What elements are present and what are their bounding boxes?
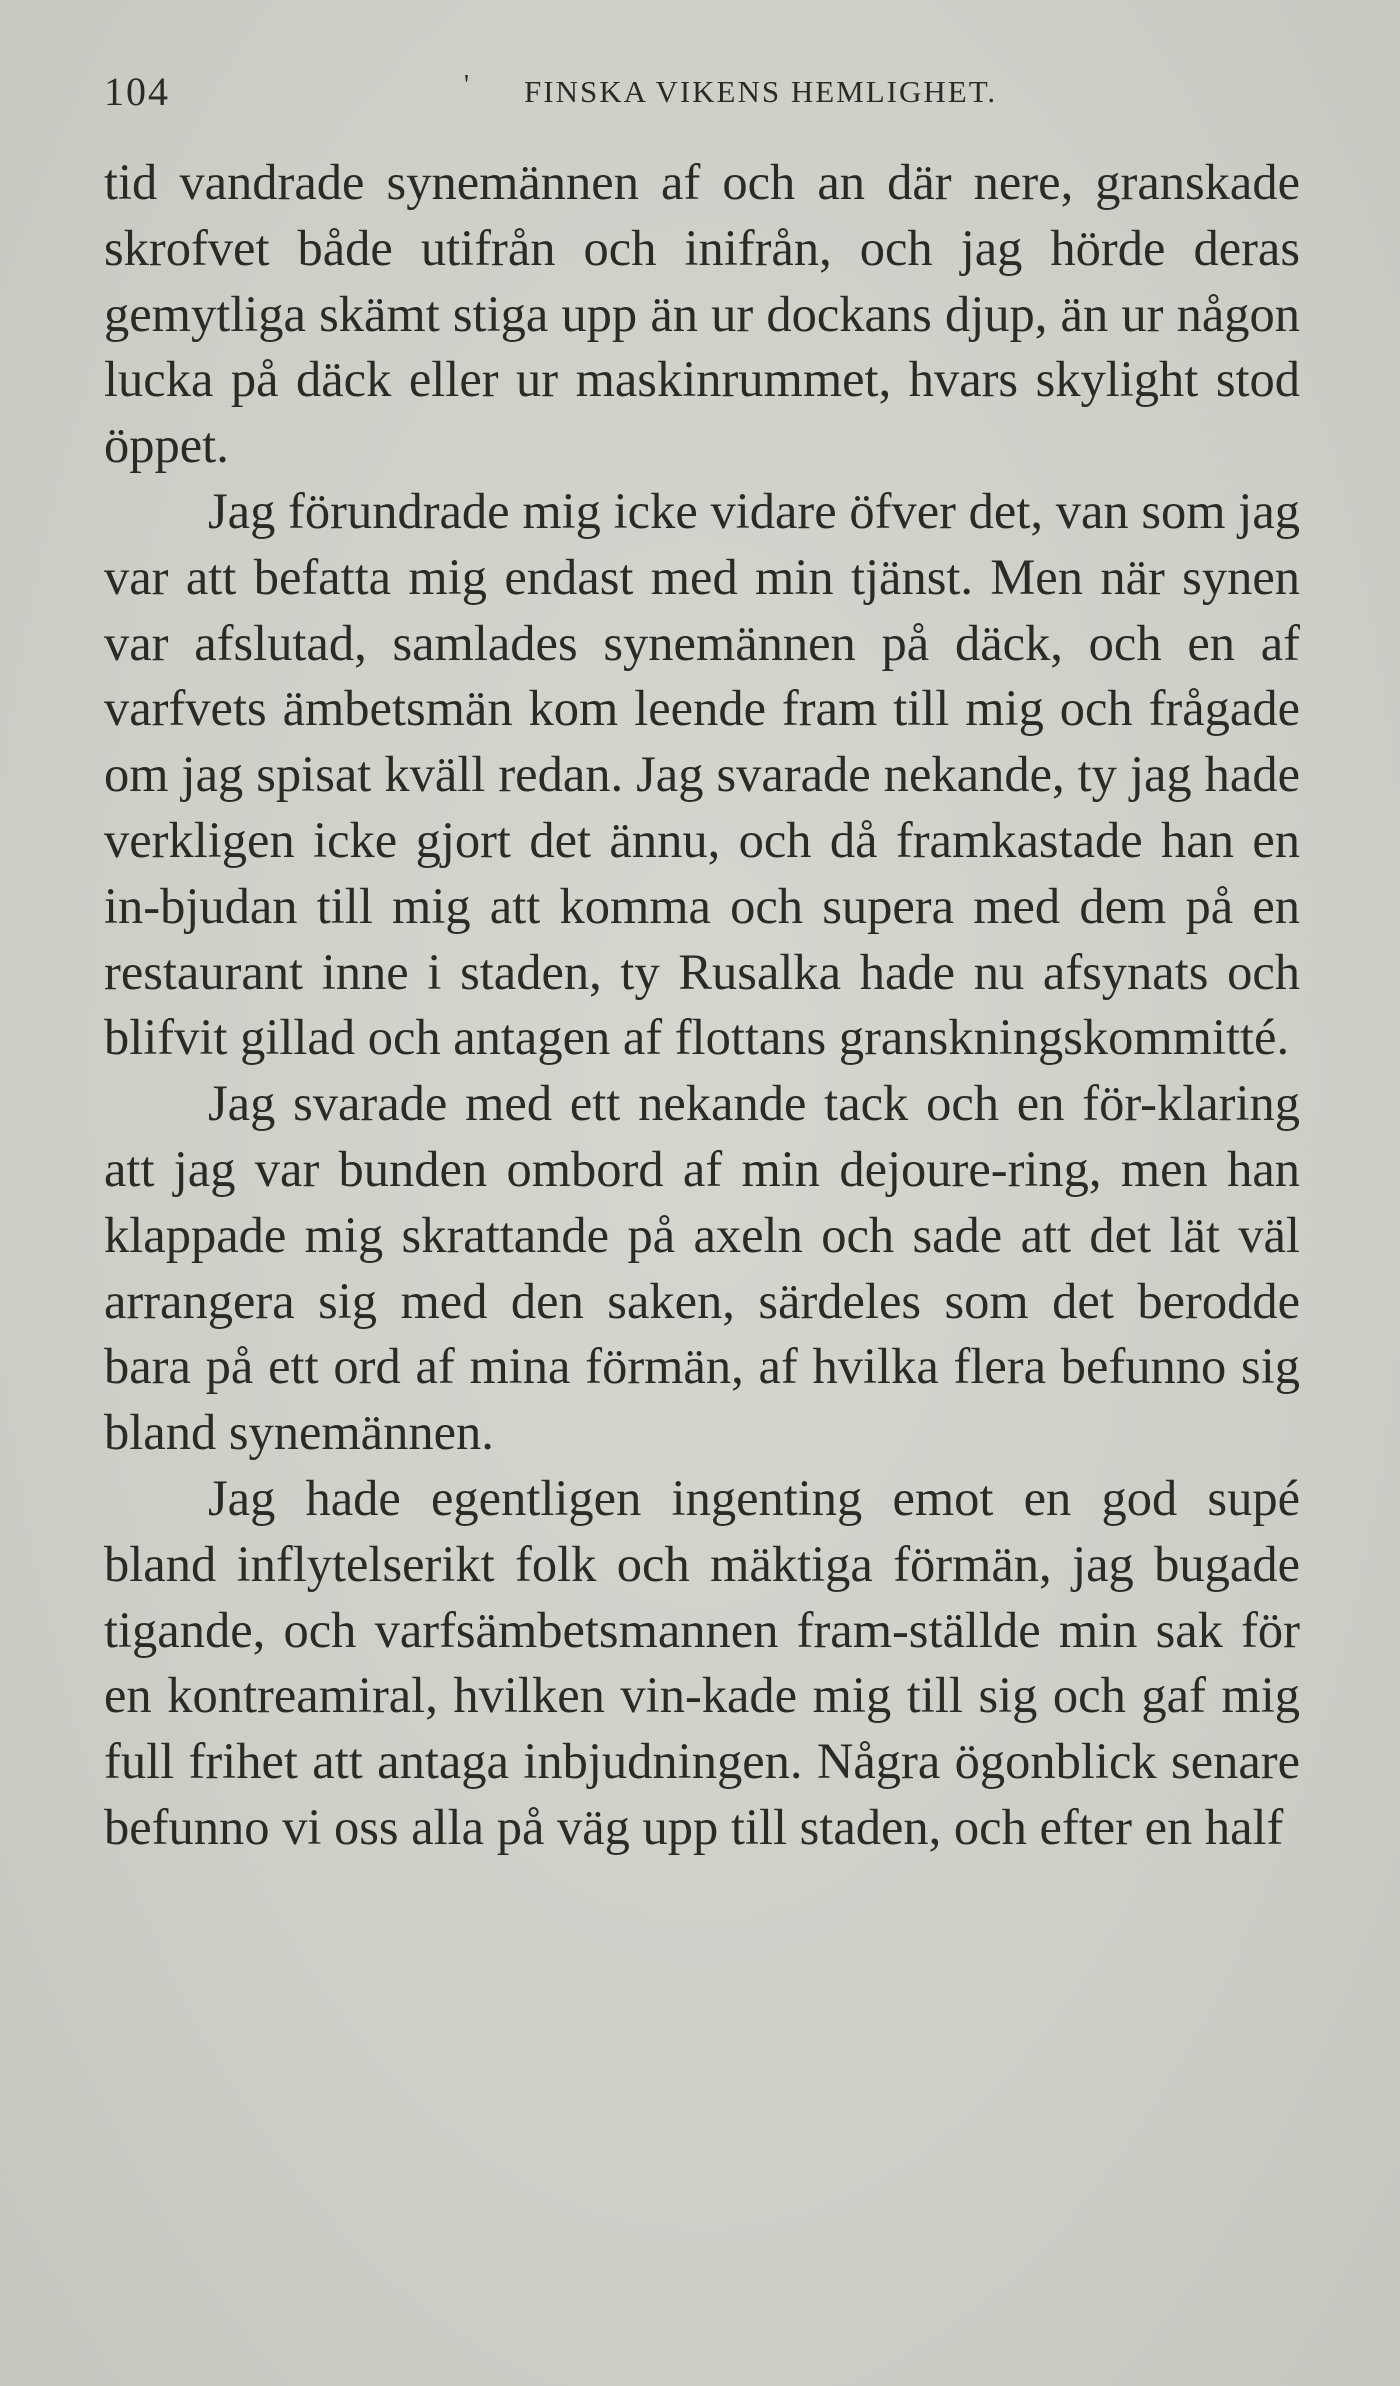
body-text bbox=[104, 150, 1300, 1861]
running-head: ' FINSKA VIKENS HEMLIGHET. bbox=[524, 62, 997, 122]
paragraph-3: Jag svarade med ett nekande tack och en för-klaring att jag var bunden ombord af min dejoure-ring, men han klappade mig skrattande på axeln och sade att det lät väl arrangera sig med den saken, särdeles som det berodde bara på ett ord af mina förmän, af hvilka flera befunno sig bland synemännen. bbox=[104, 1075, 1300, 1461]
page-number: 104 bbox=[104, 69, 170, 114]
paragraph-1: tid vandrade synemännen af och an där nere, granskade skrofvet både utifrån och inifrån, och jag hörde deras gemytliga skämt stiga upp än ur dockans djup, än ur någon lucka på däck eller ur maskinrummet, hvars skylight stod öppet. bbox=[104, 154, 1300, 474]
paragraph-4: Jag hade egentligen ingenting emot en god supé bland inflytelserikt folk och mäktiga förmän, jag bugade tigande, och varfsämbetsmannen fram-ställde min sak för en kontreamiral, hvilken vin-kade mig till sig och gaf mig full frihet att antaga inbjudningen. Några ögonblick senare befunno vi oss alla på väg upp till staden, och efter en half bbox=[104, 1469, 1300, 1855]
paragraph-2: Jag förundrade mig icke vidare öfver det, van som jag var att befatta mig endast med min tjänst. Men när synen var afslutad, samlades synemännen på däck, och en af varfvets ämbetsmän kom leende fram till mig och frågade om jag spisat kväll redan. Jag svarade nekande, ty jag hade verkligen icke gjort det ännu, och då framkastade han en in-bjudan till mig att komma och supera med dem på en restaurant inne i staden, ty Rusalka hade nu afsynats och blifvit gillad och antagen af flottans granskningskommitté. bbox=[104, 482, 1300, 1066]
page-header bbox=[104, 62, 1314, 122]
